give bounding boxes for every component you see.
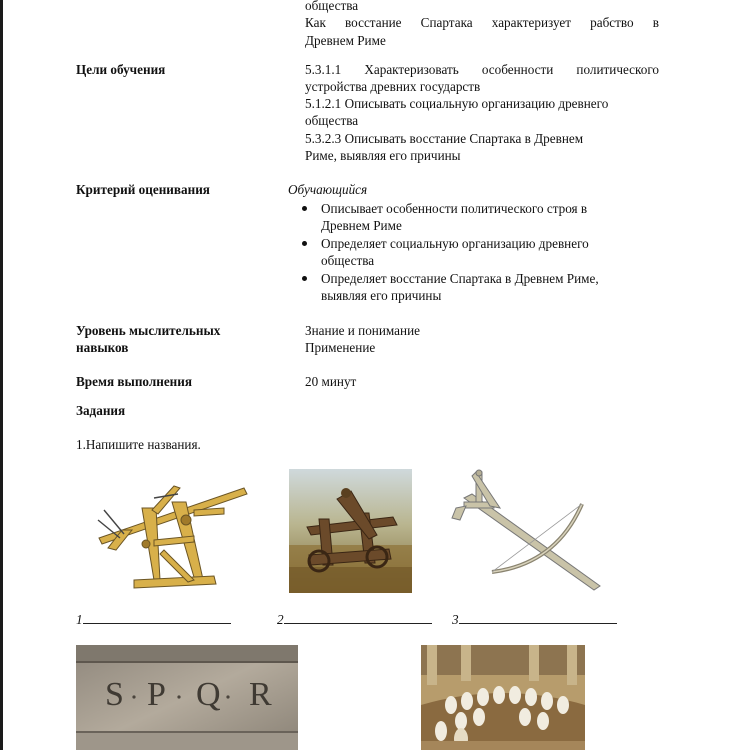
criteria-bullet-line: общества: [321, 253, 375, 268]
skills-value: Знание и понимание: [305, 323, 420, 338]
time-label: Время выполнения: [76, 374, 193, 389]
bullet-dot: [302, 276, 307, 281]
objective-line: Риме, выявляя его причины: [305, 148, 461, 163]
spqr-letter: S: [105, 676, 125, 713]
spqr-letter: P: [147, 676, 166, 713]
answer-blank-number: 3: [452, 612, 459, 627]
criteria-bullet-line: Определяет социальную организацию древнего: [321, 236, 589, 251]
intro-line-1: общества: [305, 0, 359, 13]
siege-engine-image: [94, 480, 250, 595]
objectives-label: Цели обучения: [76, 62, 166, 77]
ballista-image: [446, 468, 602, 593]
intro-line-2: Как восстание Спартака характеризует рабство в: [305, 15, 659, 30]
bullet-dot: [302, 241, 307, 246]
criteria-bullet-line: Древнем Риме: [321, 218, 402, 233]
spqr-letter: R: [249, 676, 272, 713]
page-edge: [0, 0, 3, 750]
objective-line: общества: [305, 113, 359, 128]
skills-label: навыков: [76, 340, 129, 355]
tasks-heading: Задания: [76, 403, 126, 418]
bullet-dot: [302, 206, 307, 211]
objective-line: 5.3.1.1 Характеризовать особенности политического: [305, 62, 659, 77]
criteria-bullet-line: Описывает особенности политического строя в: [321, 201, 588, 216]
intro-line-3: Древнем Риме: [305, 33, 386, 48]
skills-label: Уровень мыслительных: [76, 323, 221, 338]
criteria-lead: Обучающийся: [288, 182, 368, 197]
objective-line: 5.3.2.3 Описывать восстание Спартака в Древнем: [305, 131, 584, 146]
skills-value: Применение: [305, 340, 376, 355]
criteria-label: Критерий оценивания: [76, 182, 210, 197]
answer-blank-1[interactable]: [76, 611, 231, 628]
catapult-painting-image: [289, 469, 412, 593]
criteria-bullet-line: выявляя его причины: [321, 288, 442, 303]
time-value: 20 минут: [305, 374, 357, 389]
answer-blank-2[interactable]: [277, 611, 432, 628]
answer-blank-3[interactable]: [452, 611, 617, 628]
criteria-bullet-line: Определяет восстание Спартака в Древнем Риме,: [321, 271, 599, 286]
senate-painting-image: [421, 645, 585, 750]
objective-line: 5.1.2.1 Описывать социальную организацию древнего: [305, 96, 609, 111]
task-1-instruction: 1.Напишите названия.: [76, 437, 201, 452]
answer-blank-number: 2: [277, 612, 284, 627]
spqr-letter: Q: [196, 676, 221, 713]
answer-blank-number: 1: [76, 612, 83, 627]
objective-line: устройства древних государств: [305, 79, 481, 94]
